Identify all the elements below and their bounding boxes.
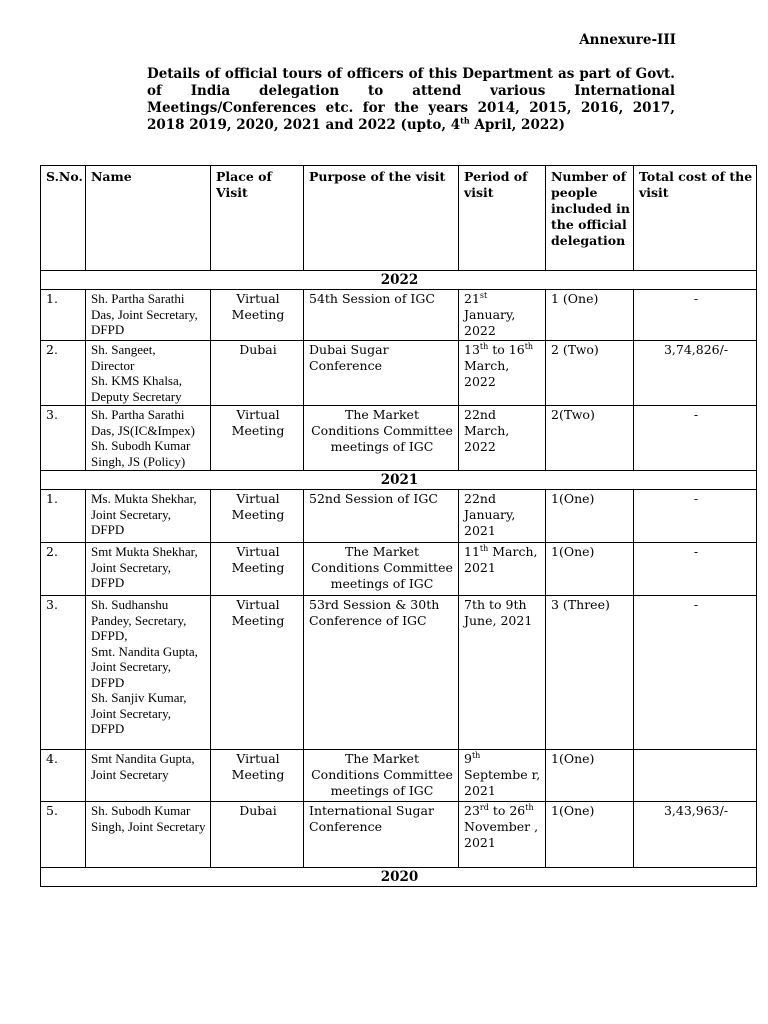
period-day: 13 — [464, 342, 480, 357]
header-name: Name — [86, 166, 211, 271]
intro-text-end: April, 2022) — [469, 117, 566, 133]
period-sup: th — [524, 341, 534, 351]
table-row — [41, 802, 757, 868]
table-row — [41, 341, 757, 406]
cell-people: 2 (Two) — [546, 341, 634, 406]
table-row — [41, 290, 757, 341]
period-rest: to 26 — [488, 803, 526, 818]
cell-period — [459, 290, 546, 341]
table-row — [41, 490, 757, 543]
cell-period: 22nd January, 2021 — [459, 490, 546, 543]
cell-name: Sh. Partha Sarathi Das, Joint Secretary, DFPD — [86, 290, 211, 341]
period-rest: November , 2021 — [464, 819, 539, 850]
intro-superscript: th — [460, 115, 470, 126]
header-people: Number of people included in the official delegation — [546, 166, 634, 271]
cell-name: Sh. Sangeet, Director Sh. KMS Khalsa, Deputy Secretary — [86, 341, 211, 406]
cell-place: Virtual Meeting — [211, 750, 304, 802]
cell-period: 22nd March, 2022 — [459, 406, 546, 471]
intro-text: Details of official tours of officers of this Department as part of Govt. of India delegation to attend various International Meetings/Conferences etc. for the years 2014, 2015, 2016, 2017, 2018 2019, 2020, 2021 and 2022 (upto, 4 — [147, 66, 675, 133]
cell-sno: 4. — [41, 750, 86, 802]
cell-people: 1(One) — [546, 543, 634, 596]
cell-period — [459, 543, 546, 596]
table-row — [41, 406, 757, 471]
year-row — [41, 868, 757, 887]
cell-sno: 1. — [41, 290, 86, 341]
table-row — [41, 596, 757, 750]
header-purpose: Purpose of the visit — [304, 166, 459, 271]
cell-sno: 3. — [41, 596, 86, 750]
cell-sno: 1. — [41, 490, 86, 543]
cell-cost: - — [634, 543, 757, 596]
cell-place: Virtual Meeting — [211, 490, 304, 543]
cell-people: 1 (One) — [546, 290, 634, 341]
cell-sno: 3. — [41, 406, 86, 471]
year-2020: 2020 — [41, 868, 757, 887]
period-day: 9 — [464, 751, 472, 766]
header-place: Place of Visit — [211, 166, 304, 271]
cell-cost: 3,74,826/- — [634, 341, 757, 406]
period-sup: st — [479, 290, 488, 300]
table-header-row — [41, 166, 757, 271]
cell-purpose: 53rd Session & 30th Conference of IGC — [304, 596, 459, 750]
cell-sno: 2. — [41, 341, 86, 406]
header-period: Period of visit — [459, 166, 546, 271]
cell-name: Ms. Mukta Shekhar, Joint Secretary, DFPD — [86, 490, 211, 543]
cell-people: 1(One) — [546, 802, 634, 868]
cell-purpose: International Sugar Conference — [304, 802, 459, 868]
cell-name: Smt Mukta Shekhar, Joint Secretary, DFPD — [86, 543, 211, 596]
cell-purpose: The Market Conditions Committee meetings of IGC — [304, 406, 459, 471]
cell-cost: - — [634, 406, 757, 471]
cell-period: 7th to 9th June, 2021 — [459, 596, 546, 750]
year-2022: 2022 — [41, 271, 757, 290]
document-intro — [147, 66, 675, 134]
cell-place: Dubai — [211, 802, 304, 868]
cell-purpose: 54th Session of IGC — [304, 290, 459, 341]
cell-place: Virtual Meeting — [211, 543, 304, 596]
cell-cost: - — [634, 290, 757, 341]
cell-people: 2(Two) — [546, 406, 634, 471]
year-2021: 2021 — [41, 471, 757, 490]
cell-place: Virtual Meeting — [211, 406, 304, 471]
cell-place: Dubai — [211, 341, 304, 406]
year-row — [41, 271, 757, 290]
cell-name: Smt Nandita Gupta, Joint Secretary — [86, 750, 211, 802]
cell-sno: 2. — [41, 543, 86, 596]
cell-period — [459, 750, 546, 802]
period-rest: to 16 — [488, 342, 525, 357]
period-sup: th — [479, 341, 489, 351]
period-rest: March, 2022 — [464, 358, 510, 389]
official-tours-table — [40, 165, 757, 887]
cell-sno: 5. — [41, 802, 86, 868]
cell-purpose: The Market Conditions Committee meetings of IGC — [304, 543, 459, 596]
period-rest: March, 2021 — [464, 544, 538, 575]
cell-purpose: The Market Conditions Committee meetings of IGC — [304, 750, 459, 802]
table-row — [41, 750, 757, 802]
cell-people: 1(One) — [546, 750, 634, 802]
cell-purpose: Dubai Sugar Conference — [304, 341, 459, 406]
period-sup: th — [479, 543, 489, 553]
cell-name: Sh. Subodh Kumar Singh, Joint Secretary — [86, 802, 211, 868]
period-sup: rd — [479, 802, 489, 812]
period-rest: January, 2022 — [464, 307, 516, 338]
cell-people: 3 (Three) — [546, 596, 634, 750]
cell-cost: - — [634, 490, 757, 543]
header-sno: S.No. — [41, 166, 86, 271]
cell-purpose: 52nd Session of IGC — [304, 490, 459, 543]
cell-name: Sh. Partha Sarathi Das, JS(IC&Impex) Sh. Subodh Kumar Singh, JS (Policy) — [86, 406, 211, 471]
cell-cost — [634, 750, 757, 802]
period-rest: Septembe r, 2021 — [464, 767, 541, 798]
table-row — [41, 543, 757, 596]
annexure-label: Annexure-III — [579, 32, 676, 48]
cell-cost: - — [634, 596, 757, 750]
period-sup: th — [525, 802, 534, 812]
period-day: 21 — [464, 291, 480, 306]
cell-people: 1(One) — [546, 490, 634, 543]
period-day: 11 — [464, 544, 480, 559]
cell-place: Virtual Meeting — [211, 290, 304, 341]
cell-place: Virtual Meeting — [211, 596, 304, 750]
period-day: 23 — [464, 803, 480, 818]
cell-period — [459, 802, 546, 868]
cell-cost: 3,43,963/- — [634, 802, 757, 868]
period-sup: th — [471, 750, 481, 760]
year-row — [41, 471, 757, 490]
cell-name: Sh. Sudhanshu Pandey, Secretary, DFPD, Smt. Nandita Gupta, Joint Secretary, DFPD Sh. Sanjiv Kumar, Joint Secretary, DFPD — [86, 596, 211, 750]
cell-period — [459, 341, 546, 406]
header-cost: Total cost of the visit — [634, 166, 757, 271]
